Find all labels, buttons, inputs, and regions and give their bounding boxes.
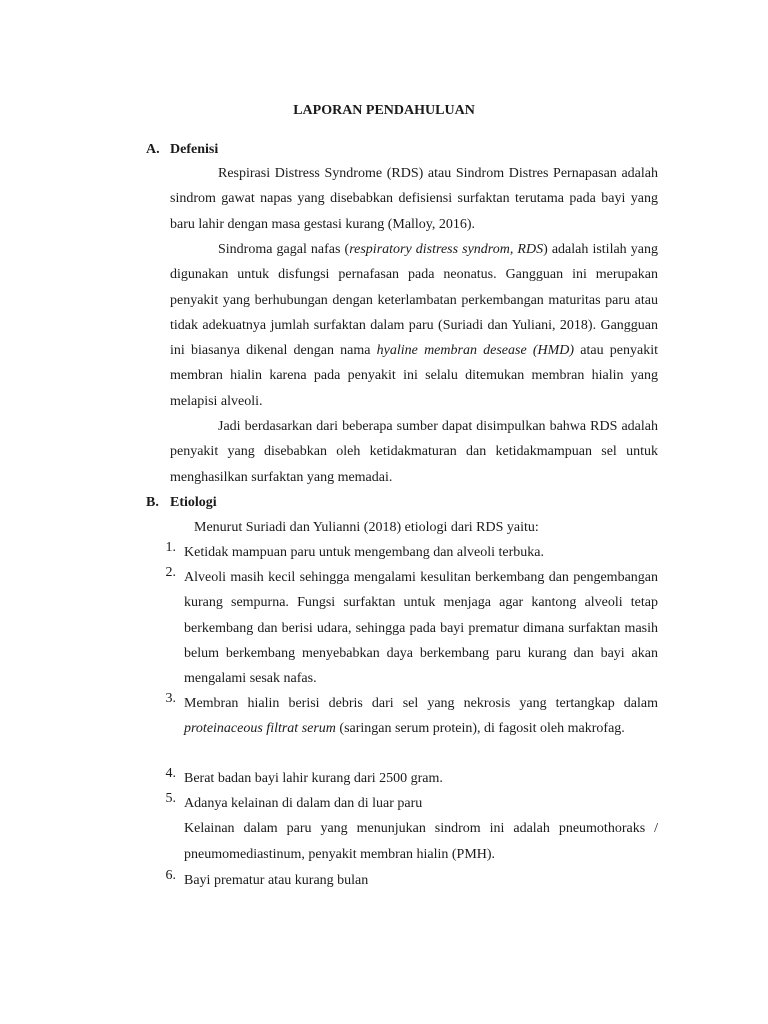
item3-italic: proteinaceous filtrat serum [184, 721, 336, 737]
section-a-title: Defenisi [170, 142, 219, 157]
section-b-heading [146, 495, 217, 511]
item3-text-a: Membran hialin berisi debris dari sel yang nekrosis yang tertangkap dalam [184, 696, 658, 711]
list-item-text: Ketidak mampuan paru untuk mengembang dan alveoli terbuka. [184, 545, 545, 560]
list-item [156, 868, 658, 893]
list-item-number: 6. [165, 868, 176, 883]
item3-text-b: (saringan serum protein), di fagosit oleh makrofag. [335, 721, 625, 737]
list-item-subtext: Kelainan dalam paru yang menunjukan sindrom ini adalah pneumothoraks / pneumomediastinum, penyakit membran hialin (PMH). [184, 821, 658, 862]
p2-text-b: ) adalah istilah yang digunakan untuk disfungsi pernafasan pada neonatus. Gangguan ini merupakan penyakit yang berhubungan dengan keterlambatan perkembangan maturitas paru atau tidak adekuatnya jumlah surfaktan dalam paru (Suriadi dan Yuliani, 2018). Gangguan ini biasanya dikenal dengan nama [170, 242, 658, 359]
list-item-number: 5. [165, 791, 176, 806]
list-item [156, 565, 658, 691]
definition-paragraph-2 [170, 237, 658, 414]
list-item-number: 3. [165, 691, 176, 706]
list-item-text: Adanya kelainan di dalam dan di luar paru [184, 796, 423, 811]
p2-text-a: Sindroma gagal nafas ( [218, 242, 350, 257]
p2-text-c: atau penyakit membran hialin karena pada penyakit ini selalu ditemukan membran hialin yang melapisi alveoli. [170, 343, 658, 409]
document-title: LAPORAN PENDAHULUAN [293, 103, 475, 118]
definition-paragraph-1: Respirasi Distress Syndrome (RDS) atau Sindrom Distres Pernapasan adalah sindrom gawat napas yang disebabkan defisiensi surfaktan terutama pada bayi yang baru lahir dengan masa gestasi kurang (Malloy, 2016). [170, 166, 658, 232]
list-item-number: 4. [165, 766, 176, 781]
section-a-number: A. [146, 142, 160, 157]
list-item-text: Berat badan bayi lahir kurang dari 2500 gram. [184, 771, 443, 786]
p2-italic-rds: respiratory distress syndrom, RDS [349, 242, 544, 257]
section-b-title: Etiologi [170, 495, 217, 510]
list-item [156, 791, 658, 867]
definition-paragraph-3: Jadi berdasarkan dari beberapa sumber dapat disimpulkan bahwa RDS adalah penyakit yang disebabkan oleh ketidakmaturan dan ketidakmampuan sel untuk menghasilkan surfaktan yang memadai. [170, 419, 658, 485]
list-item-text: Alveoli masih kecil sehingga mengalami kesulitan berkembang dan pengembangan kurang sempurna. Fungsi surfaktan untuk menjaga agar kantong alveoli tetap berkembang dan berisi udara, sehingga pada bayi prematur dimana surfaktan masih belum berkembang menyebabkan daya berkembang paru kurang dan bayi akan mengalami sesak nafas. [184, 570, 658, 687]
list-item [156, 766, 658, 791]
list-item-number: 2. [165, 565, 176, 580]
list-item [156, 540, 658, 565]
list-item-text [184, 691, 658, 742]
list-item-text: Bayi prematur atau kurang bulan [184, 873, 369, 888]
etiology-intro: Menurut Suriadi dan Yulianni (2018) etiologi dari RDS yaitu: [194, 520, 539, 535]
section-a-heading [146, 142, 218, 158]
list-item [156, 691, 658, 742]
p2-italic-hmd: hyaline membran desease (HMD) [376, 343, 575, 359]
list-item-number: 1. [165, 540, 176, 555]
section-b-number: B. [146, 495, 159, 510]
